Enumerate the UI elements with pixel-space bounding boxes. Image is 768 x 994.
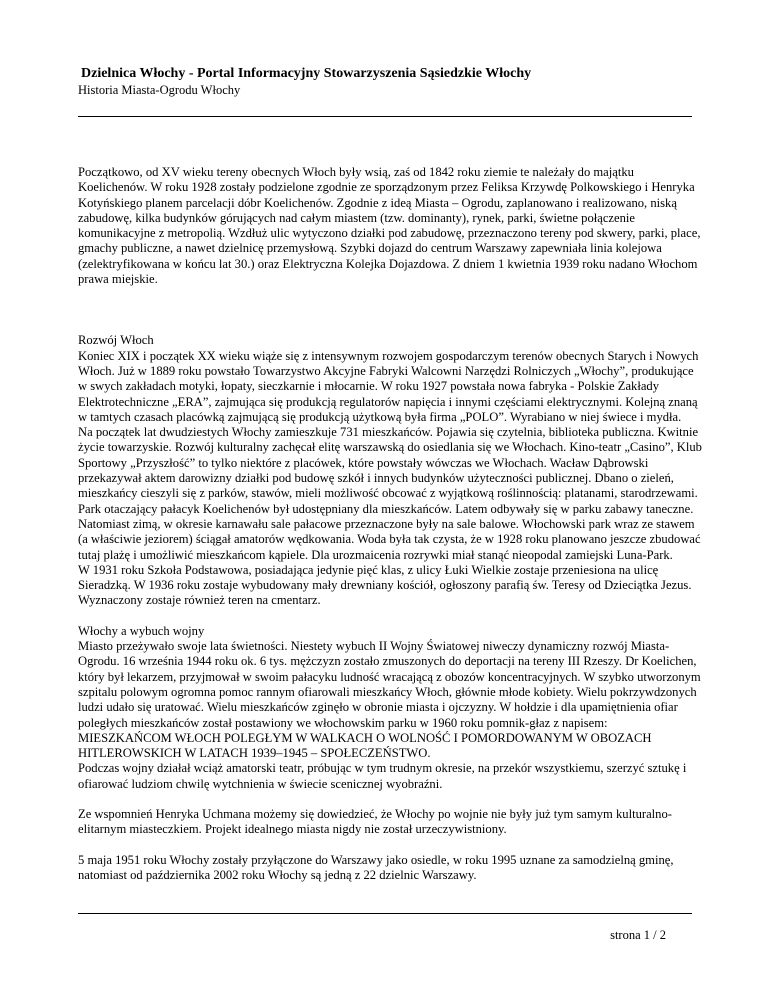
- footer-divider: [78, 913, 692, 914]
- article-body: [78, 165, 702, 883]
- intro-paragraph: Początkowo, od XV wieku tereny obecnych Włoch były wsią, zaś od 1842 roku ziemie te należały do majątku Koelichenów. W roku 1928 zostały podzielone zgodnie ze sporządzonym przez Feliksa Krzywdę Polkowskiego i Henryka Kotyńskiego planem parcelacji dóbr Koelichenów. Zgodnie z ideą Miasta – Ogrodu, zaplanowano i realizowano, niską zabudowę, kilka budynków górujących nad całym miastem (tzw. dominanty), rynek, parki, świetne połączenie komunikacyjne z metropolią. Wzdłuż ulic wytyczono działki pod zabudowę, przeznaczono tereny pod skwery, parki, place, gmachy publiczne, a nawet dzielnicę przemysłową. Szybki dojazd do centrum Warszawy zapewniała linia kolejowa (zelektryfikowana w końcu lat 30.) oraz Elektryczna Kolejka Dojazdowa. Z dniem 1 kwietnia 1939 roku nadano Włochom prawa miejskie.: [78, 165, 701, 287]
- war-paragraph-1: Miasto przeżywało swoje lata świetności. Niestety wybuch II Wojny Światowej niweczy dynamiczny rozwój Miasta-Ogrodu. 16 września 1944 roku ok. 6 tys. mężczyzn zostało zmuszonych do deportacji na tereny III Rzeszy. Dr Koelichen, który był lekarzem, przyjmował w swoim pałacyku ludność wracającą z obozów koncentracyjnych. W szybko utworzonym szpitalu polowym ogromna pomoc rannym ofiarowali mieszkańcy Włoch, głównie młode kobiety. Wielu pokrzywdzonych ludzi udało się uratować. Wielu mieszkańców zginęło w obronie miasta i ojczyzny. W hołdzie i dla upamiętnienia ofiar poległych mieszkańców został postawiony we włochowskim parku w 1960 roku pomnik-głaz z napisem: MIESZKAŃCOM WŁOCH POLEGŁYM W WALKACH O WOLNOŚĆ I POMORDOWANYM W OBOZACH HITLEROWSKICH W LATACH 1939–1945 – SPOŁECZEŃSTWO.: [78, 639, 701, 761]
- header-divider: [78, 116, 692, 117]
- page-header: [78, 66, 688, 97]
- development-heading: Rozwój Włoch: [78, 333, 154, 348]
- memoir-paragraph: Ze wspomnień Henryka Uchmana możemy się dowiedzieć, że Włochy po wojnie nie były już tym samym kulturalno-elitarnym miasteczkiem. Projekt idealnego miasta nigdy nie został urzeczywistniony.: [78, 806, 672, 837]
- development-paragraph-3: W 1931 roku Szkoła Podstawowa, posiadająca jedynie pięć klas, z ulicy Łuki Wielkie zostaje przeniesiona na ulicę Sieradzką. W 1936 roku zostaje wybudowany mały drewniany kościół, ogłoszony parafią św. Teresy od Dzieciątka Jezus. Wyznaczony zostaje również teren na cmentarz.: [78, 562, 692, 608]
- war-paragraph-2: Podczas wojny działał wciąż amatorski teatr, próbując w tym trudnym okresie, na przekór wszystkiemu, szerzyć sztukę i ofiarować ludziom chwilę wytchnienia w świecie scenicznej wyobraźni.: [78, 761, 687, 791]
- development-paragraph-1: Koniec XIX i początek XX wieku wiąże się z intensywnym rozwojem gospodarczym terenów obecnych Starych i Nowych Włoch. Już w 1889 roku powstało Towarzystwo Akcyjne Fabryki Walcowni Narzędzi Rolniczych „Włochy”, produkujące w swych zakładach motyki, łopaty, sieczkarnie i młocarnie. W roku 1927 powstała nowa fabryka - Polskie Zakłady Elektrotechniczne „ERA”, zajmująca się produkcją regulatorów napięcia i innymi częściami elektrycznymi. Kolejną znaną w tamtych czasach placówką zajmującą się produkcją użytkową była firma „POLO”. Wyrabiano w niej świece i mydła.: [78, 348, 699, 424]
- development-paragraph-2: Na początek lat dwudziestych Włochy zamieszkuje 731 mieszkańców. Pojawia się czytelnia, biblioteka publiczna. Kwitnie życie towarzyskie. Rozwój kulturalny zachęcał elitę warszawską do osiedlania się we Włochach. Kino-teatr „Casino”, Klub Sportowy „Przyszłość” to tylko niektóre z placówek, które powstały wówczas we Włochach. Wacław Dąbrowski przekazywał aktem darowizny działki pod budowę szkół i innych budynków użyteczności publicznej. Dbano o zieleń, mieszkańcy cieszyli się z parków, stawów, mieli możliwość obcować z wyjątkową roślinnością: platanami, starodrzewami. Park otaczający pałacyk Koelichenów był udostępniany dla mieszkańców. Latem odbywały się w parku zabawy taneczne. Natomiast zimą, w okresie karnawału sale pałacowe przeznaczone były na sale balowe. Włochowski park wraz ze stawem (a właściwie jeziorem) ściągał amatorów wędkowania. Woda była tak czysta, że w 1928 roku planowano jeszcze zbudować tutaj plażę i umożliwić mieszkańcom kąpiele. Dla urozmaicenia rozrywki miał stanąć nieopodal zamiejski Luna-Park.: [78, 425, 702, 562]
- closing-paragraph: 5 maja 1951 roku Włochy zostały przyłączone do Warszawy jako osiedle, w roku 1995 uznane za samodzielną gminę, natomiast od października 2002 roku Włochy są jedną z 22 dzielnic Warszawy.: [78, 852, 674, 882]
- page-subtitle: Historia Miasta-Ogrodu Włochy: [78, 83, 241, 97]
- war-heading: Włochy a wybuch wojny: [78, 623, 205, 638]
- site-title: Dzielnica Włochy - Portal Informacyjny Stowarzyszenia Sąsiedzkie Włochy: [81, 66, 532, 81]
- page-number: strona 1 / 2: [610, 928, 666, 942]
